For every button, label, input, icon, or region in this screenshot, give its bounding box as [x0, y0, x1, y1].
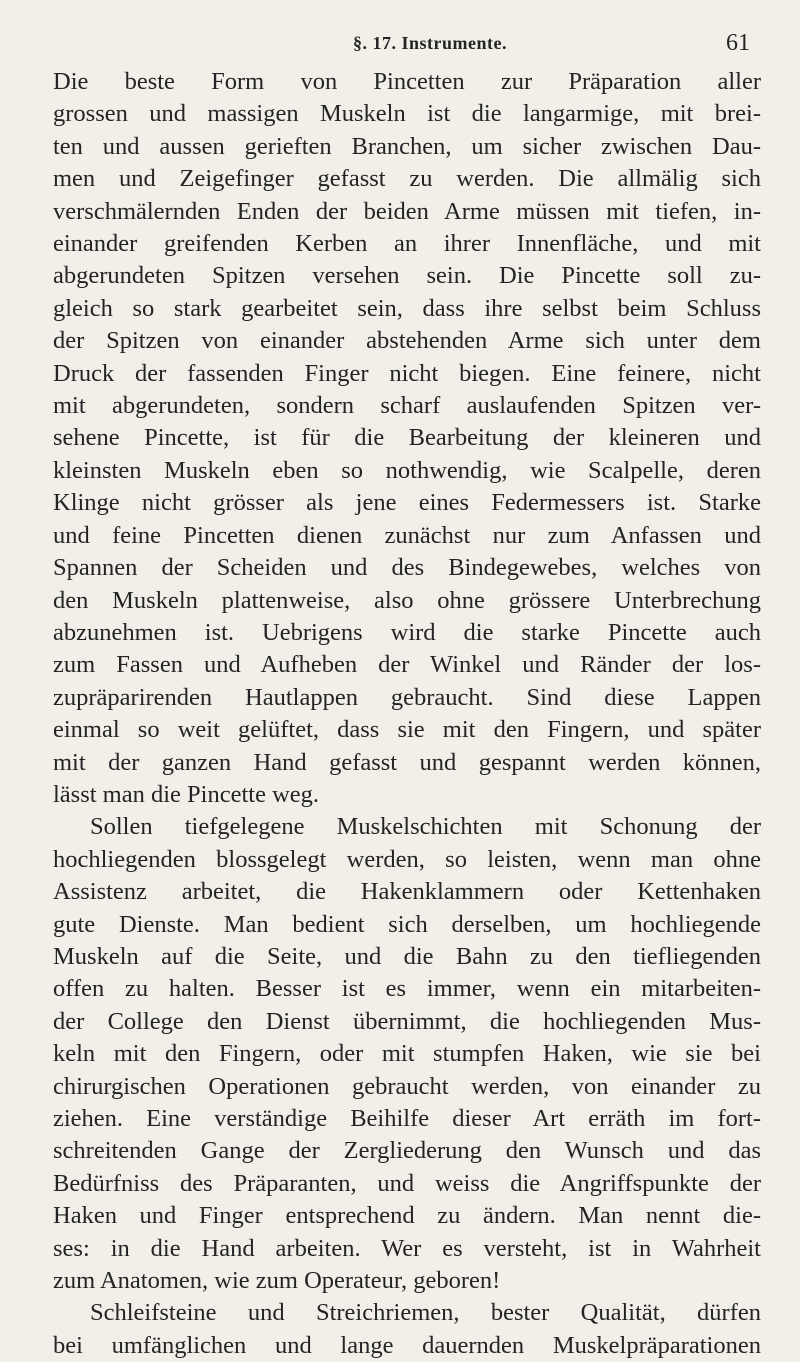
text-line: einander greifenden Kerben an ihrer Innenfläche, und mit [53, 230, 761, 258]
text-line: Bedürfniss des Präparanten, und weiss die Angriffspunkte der [53, 1169, 761, 1197]
text-line: der College den Dienst übernimmt, die hochliegenden Mus- [53, 1007, 761, 1035]
text-line: ten und aussen gerieften Branchen, um sicher zwischen Dau- [53, 132, 761, 160]
text-line: ses: in die Hand arbeiten. Wer es versteht, ist in Wahrheit [53, 1234, 761, 1262]
text-line: Haken und Finger entsprechend zu ändern. Man nennt die- [53, 1202, 761, 1230]
text-line: keln mit den Fingern, oder mit stumpfen Haken, wie sie bei [53, 1040, 761, 1068]
text-line: Muskeln auf die Seite, und die Bahn zu den tiefliegenden [53, 942, 761, 970]
text-line: und feine Pincetten dienen zunächst nur zum Anfassen und [53, 521, 761, 549]
text-line: Assistenz arbeitet, die Hakenklammern oder Kettenhaken [53, 878, 761, 906]
text-line: men und Zeigefinger gefasst zu werden. Die allmälig sich [53, 165, 761, 193]
text-line: verschmälernden Enden der beiden Arme müssen mit tiefen, in- [53, 197, 761, 225]
body-text [53, 66, 761, 1362]
text-line: der Spitzen von einander abstehenden Arme sich unter dem [53, 327, 761, 355]
text-line: grossen und massigen Muskeln ist die langarmige, mit brei- [53, 100, 761, 128]
text-line: Schleifsteine und Streichriemen, bester Qualität, dürfen [90, 1299, 761, 1327]
text-line: mit der ganzen Hand gefasst und gespannt werden können, [53, 748, 761, 776]
text-line: gleich so stark gearbeitet sein, dass ihre selbst beim Schluss [53, 294, 761, 322]
text-line: mit abgerundeten, sondern scharf auslaufenden Spitzen ver- [53, 392, 761, 420]
text-line: chirurgischen Operationen gebraucht werden, von einander zu [53, 1072, 761, 1100]
text-line: schreitenden Gange der Zergliederung den Wunsch und das [53, 1137, 761, 1165]
text-line: zupräparirenden Hautlappen gebraucht. Sind diese Lappen [53, 683, 761, 711]
text-line: Die beste Form von Pincetten zur Präparation aller [53, 68, 761, 95]
text-line: den Muskeln plattenweise, also ohne grössere Unterbrechung [53, 586, 761, 614]
text-line: einmal so weit gelüftet, dass sie mit den Fingern, und später [53, 716, 761, 744]
page-header [0, 28, 800, 58]
text-line: zum Anatomen, wie zum Operateur, geboren! [53, 1267, 501, 1295]
paragraph [53, 811, 761, 1297]
paragraph [53, 66, 761, 811]
text-line: sehene Pincette, ist für die Bearbeitung der kleineren und [53, 424, 761, 452]
page-number: 61 [726, 30, 750, 56]
text-line: offen zu halten. Besser ist es immer, wenn ein mitarbeiten- [53, 975, 761, 1003]
text-line: Klinge nicht grösser als jene eines Federmessers ist. Starke [53, 489, 761, 517]
text-line: abgerundeten Spitzen versehen sein. Die Pincette soll zu- [53, 262, 761, 290]
text-line: lässt man die Pincette weg. [53, 780, 320, 808]
text-line: Spannen der Scheiden und des Bindegewebes, welches von [53, 554, 761, 582]
text-line: ziehen. Eine verständige Beihilfe dieser Art erräth im fort- [53, 1105, 761, 1132]
running-head: §. 17. Instrumente. [353, 33, 507, 53]
text-line: zum Fassen und Aufheben der Winkel und Ränder der los- [53, 651, 761, 679]
text-line: Sollen tiefgelegene Muskelschichten mit Schonung der [90, 813, 761, 841]
text-line: abzunehmen ist. Uebrigens wird die starke Pincette auch [53, 618, 761, 646]
text-line: bei umfänglichen und lange dauernden Muskelpräparationen [53, 1331, 761, 1359]
text-line: Druck der fassenden Finger nicht biegen. Eine feinere, nicht [53, 359, 761, 387]
text-line: gute Dienste. Man bedient sich derselben, um hochliegende [53, 910, 761, 938]
text-line: kleinsten Muskeln eben so nothwendig, wie Scalpelle, deren [53, 456, 761, 484]
text-line: hochliegenden blossgelegt werden, so leisten, wenn man ohne [53, 845, 761, 873]
paragraph [53, 1297, 761, 1362]
